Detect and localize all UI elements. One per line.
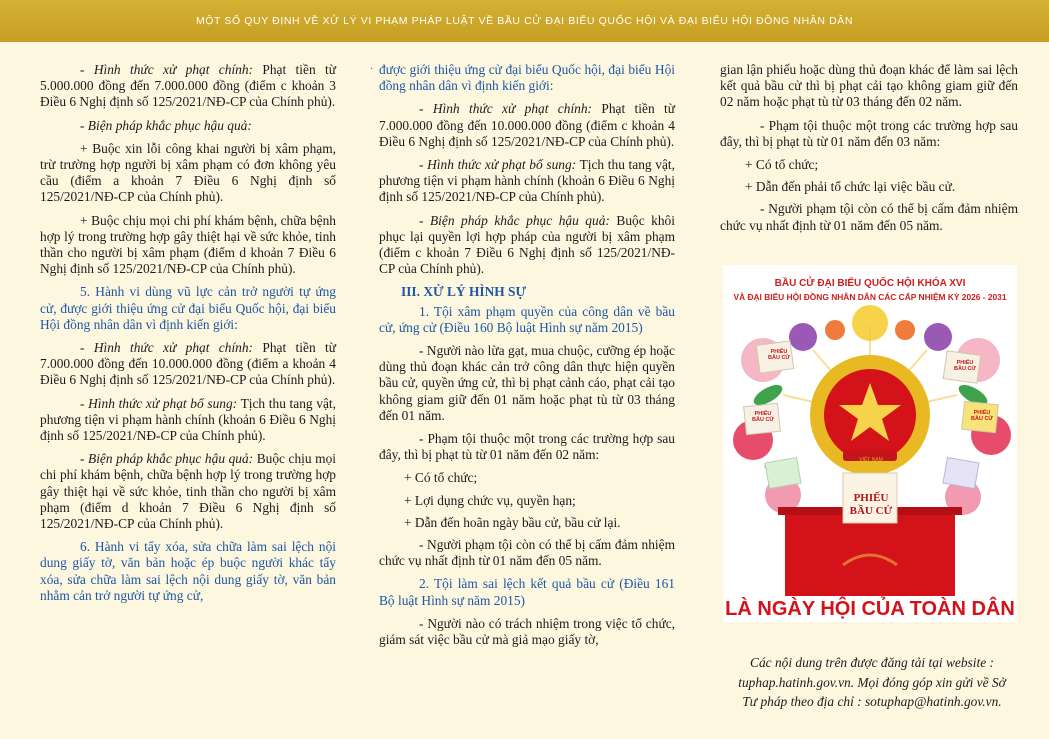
section-heading: 5. Hành vi dùng vũ lực cản trở người tự ứng cử, được giới thiệu ứng cử đại biểu Quốc hội, đại biểu Hội đồng nhân dân vì định kiến giới: bbox=[40, 284, 336, 332]
emblem-label: VIỆT NAM bbox=[859, 457, 883, 463]
footer-line: tuphap.hatinh.gov.vn. Mọi đóng góp xin gửi về Sở bbox=[738, 674, 1006, 690]
paragraph-text: Phạt tiền từ 7.000.000 đồng đến 10.000.000 đồng (điểm a khoản 4 Điều 6 Nghị định số 125/2021/NĐ-CP của Chính phủ). bbox=[40, 340, 336, 388]
page-header bbox=[0, 0, 1049, 42]
section-heading: 6. Hành vi tẩy xóa, sửa chữa làm sai lệch nội dung giấy tờ, văn bản hoặc ép buộc người khác tẩy xóa, sửa chữa làm sai lệch nội dung giấy tờ, văn bản nhằm cản trở người tự ứng cử, bbox=[40, 539, 336, 603]
column-1 bbox=[40, 62, 336, 611]
italic-label: - Biện pháp khắc phục hậu quả: bbox=[80, 117, 252, 133]
footer-line: Các nội dung trên được đăng tải tại website : bbox=[750, 655, 994, 670]
paragraph-text: Buộc chịu mọi chi phí khám bệnh, chữa bệnh hợp lý trong trường hợp gây thiệt hại về sức khỏe, tinh thần cho người bị xâm phạm (điểm d khoản 7 Điều 6 Nghị định số 125/2021/NĐ-CP của Chính phủ). bbox=[40, 451, 336, 532]
paragraph: + Buộc xin lỗi công khai người bị xâm phạm, trừ trường hợp người bị xâm phạm có đơn không yêu cầu (điểm a khoản 7 Điều 6 Nghị định số 125/2021/NĐ-CP của Chính phủ). bbox=[40, 140, 336, 205]
mini-ballot-label: PHIẾU BẦU CỬ bbox=[954, 360, 976, 372]
paragraph bbox=[379, 101, 675, 150]
mini-ballot-label: PHIẾU BẦU CỬ bbox=[971, 410, 993, 422]
mini-ballot-label: PHIẾU BẦU CỬ bbox=[768, 349, 790, 361]
poster-slogan: LÀ NGÀY HỘI CỦA TOÀN DÂN bbox=[725, 598, 1015, 620]
footer-note bbox=[722, 653, 1022, 712]
paragraph: - Người phạm tội còn có thể bị cấm đảm nhiệm chức vụ nhất định từ 01 năm đến 05 năm. bbox=[720, 201, 1018, 233]
paragraph bbox=[379, 213, 675, 278]
section-heading: 1. Tội xâm phạm quyền của công dân về bầu cử, ứng cử (Điều 160 Bộ luật Hình sự năm 2015) bbox=[379, 303, 675, 335]
ballot-label bbox=[846, 492, 896, 518]
poster-title-2: VÀ ĐẠI BIỂU HỘI ĐỒNG NHÂN DÂN CÁC CẤP NHIỆM KỲ 2026 - 2031 bbox=[733, 292, 1007, 302]
paragraph: - Người nào có trách nhiệm trong việc tổ chức, giám sát việc bầu cử mà giả mạo giấy tờ, bbox=[379, 615, 675, 648]
paragraph: gian lận phiếu hoặc dùng thủ đoạn khác để làm sai lệch kết quả bầu cử thì bị phạt cải tạo không giam giữ đến 02 năm hoặc phạt tù từ 03 tháng đến 02 năm. bbox=[720, 62, 1018, 110]
italic-label: - Hình thức xử phạt chính: bbox=[419, 101, 593, 117]
column-3 bbox=[720, 62, 1018, 241]
decorative-dot: · bbox=[370, 64, 374, 75]
paragraph-text: Phạt tiền từ 7.000.000 đồng đến 10.000.000 đồng (điểm c khoản 4 Điều 6 Nghị định số 125/2021/NĐ-CP của Chính phủ). bbox=[379, 101, 675, 149]
italic-label: - Biện pháp khắc phục hậu quả: bbox=[80, 451, 254, 467]
section-heading: 2. Tội làm sai lệch kết quả bầu cử (Điều 161 Bộ luật Hình sự năm 2015) bbox=[379, 576, 675, 608]
paragraph-text: Buộc khôi phục lại quyền lợi hợp pháp của người bị xâm phạm (điểm c khoản 7 Điều 6 Nghị định số 125/2021/NĐ-CP của Chính phủ). bbox=[379, 212, 675, 277]
poster-illustration bbox=[723, 265, 1017, 622]
paragraph: - Phạm tội thuộc một trong các trường hợp sau đây, thì bị phạt tù từ 01 năm đến 02 năm: bbox=[379, 431, 675, 463]
paragraph bbox=[40, 118, 336, 134]
ballot-line: PHIẾU bbox=[853, 492, 889, 504]
list-item: + Có tổ chức; bbox=[404, 470, 478, 486]
paragraph-text: Tịch thu tang vật, phương tiện vi phạm hành chính (khoản 6 Điều 6 Nghị định số 125/2021/NĐ-CP của Chính phủ). bbox=[40, 395, 336, 444]
paragraph-text: Tịch thu tang vật, phương tiện vi phạm hành chính (khoản 6 Điều 6 Nghị định số 125/2021/NĐ-CP của Chính phủ). bbox=[379, 157, 675, 205]
paragraph bbox=[40, 396, 336, 445]
paragraph-text: Phạt tiền từ 5.000.000 đồng đến 7.000.000 đồng (điểm c khoản 3 Điều 6 Nghị định số 125/2021/NĐ-CP của Chính phủ). bbox=[40, 62, 336, 110]
poster-title-1: BẦU CỬ ĐẠI BIỂU QUỐC HỘI KHÓA XVI bbox=[774, 278, 966, 289]
list-item: + Dẫn đến phải tổ chức lại việc bầu cử. bbox=[745, 179, 956, 195]
footer-line: Tư pháp theo địa chỉ : sotuphap@hatinh.gov.vn. bbox=[742, 694, 1002, 710]
list-item: + Dẫn đến hoãn ngày bầu cử, bầu cử lại. bbox=[404, 514, 621, 530]
column-2 bbox=[379, 62, 675, 655]
header-title: MỘT SỐ QUY ĐỊNH VỀ XỬ LÝ VI PHẠM PHÁP LUẬT VỀ BẦU CỬ ĐẠI BIỂU QUỐC HỘI VÀ ĐẠI BIỂU HỘI ĐỒNG NHÂN DÂN bbox=[195, 15, 854, 27]
paragraph bbox=[40, 451, 336, 532]
paragraph: - Người nào lừa gạt, mua chuộc, cưỡng ép hoặc dùng thủ đoạn khác cản trở công dân thực hiện quyền bầu cử, quyền ứng cử, thì bị phạt cảnh cáo, phạt cải tạo không giam giữ đến 01 năm hoặc phạt tù từ 03 tháng đến 01 năm. bbox=[379, 343, 675, 423]
italic-label: - Hình thức xử phạt chính: bbox=[80, 340, 254, 356]
mini-ballot-label: PHIẾU BẦU CỬ bbox=[752, 411, 774, 423]
ballot-line: BẦU CỬ bbox=[849, 505, 893, 517]
paragraph: - Người phạm tội còn có thể bị cấm đảm nhiệm chức vụ nhất định từ 01 năm đến 05 năm. bbox=[379, 537, 675, 569]
part-heading: III. XỬ LÝ HÌNH SỰ bbox=[401, 284, 527, 300]
italic-label: - Hình thức xử phạt bổ sung: bbox=[80, 395, 238, 411]
paragraph bbox=[40, 340, 336, 389]
list-item: + Có tổ chức; bbox=[745, 157, 819, 173]
italic-label: - Hình thức xử phạt bổ sung: bbox=[419, 157, 577, 173]
section-heading: được giới thiệu ứng cử đại biểu Quốc hội, đại biểu Hội đồng nhân dân vì định kiến giới: bbox=[379, 62, 675, 94]
paragraph bbox=[40, 62, 336, 111]
italic-label: - Hình thức xử phạt chính: bbox=[80, 62, 254, 77]
paragraph: + Buộc chịu mọi chi phí khám bệnh, chữa bệnh hợp lý trong trường hợp gây thiệt hại về sức khỏe, tinh thần cho người bị xâm phạm (điểm d khoản 7 Điều 6 Nghị định số 125/2021/NĐ-CP của Chính phủ). bbox=[40, 212, 336, 277]
paragraph bbox=[379, 157, 675, 206]
list-item: + Lợi dụng chức vụ, quyền hạn; bbox=[404, 492, 576, 508]
italic-label: - Biện pháp khắc phục hậu quả: bbox=[419, 212, 610, 228]
election-poster bbox=[723, 265, 1017, 622]
paragraph: - Phạm tội thuộc một trong các trường hợp sau đây, thì bị phạt tù từ 01 năm đến 03 năm: bbox=[720, 117, 1018, 149]
